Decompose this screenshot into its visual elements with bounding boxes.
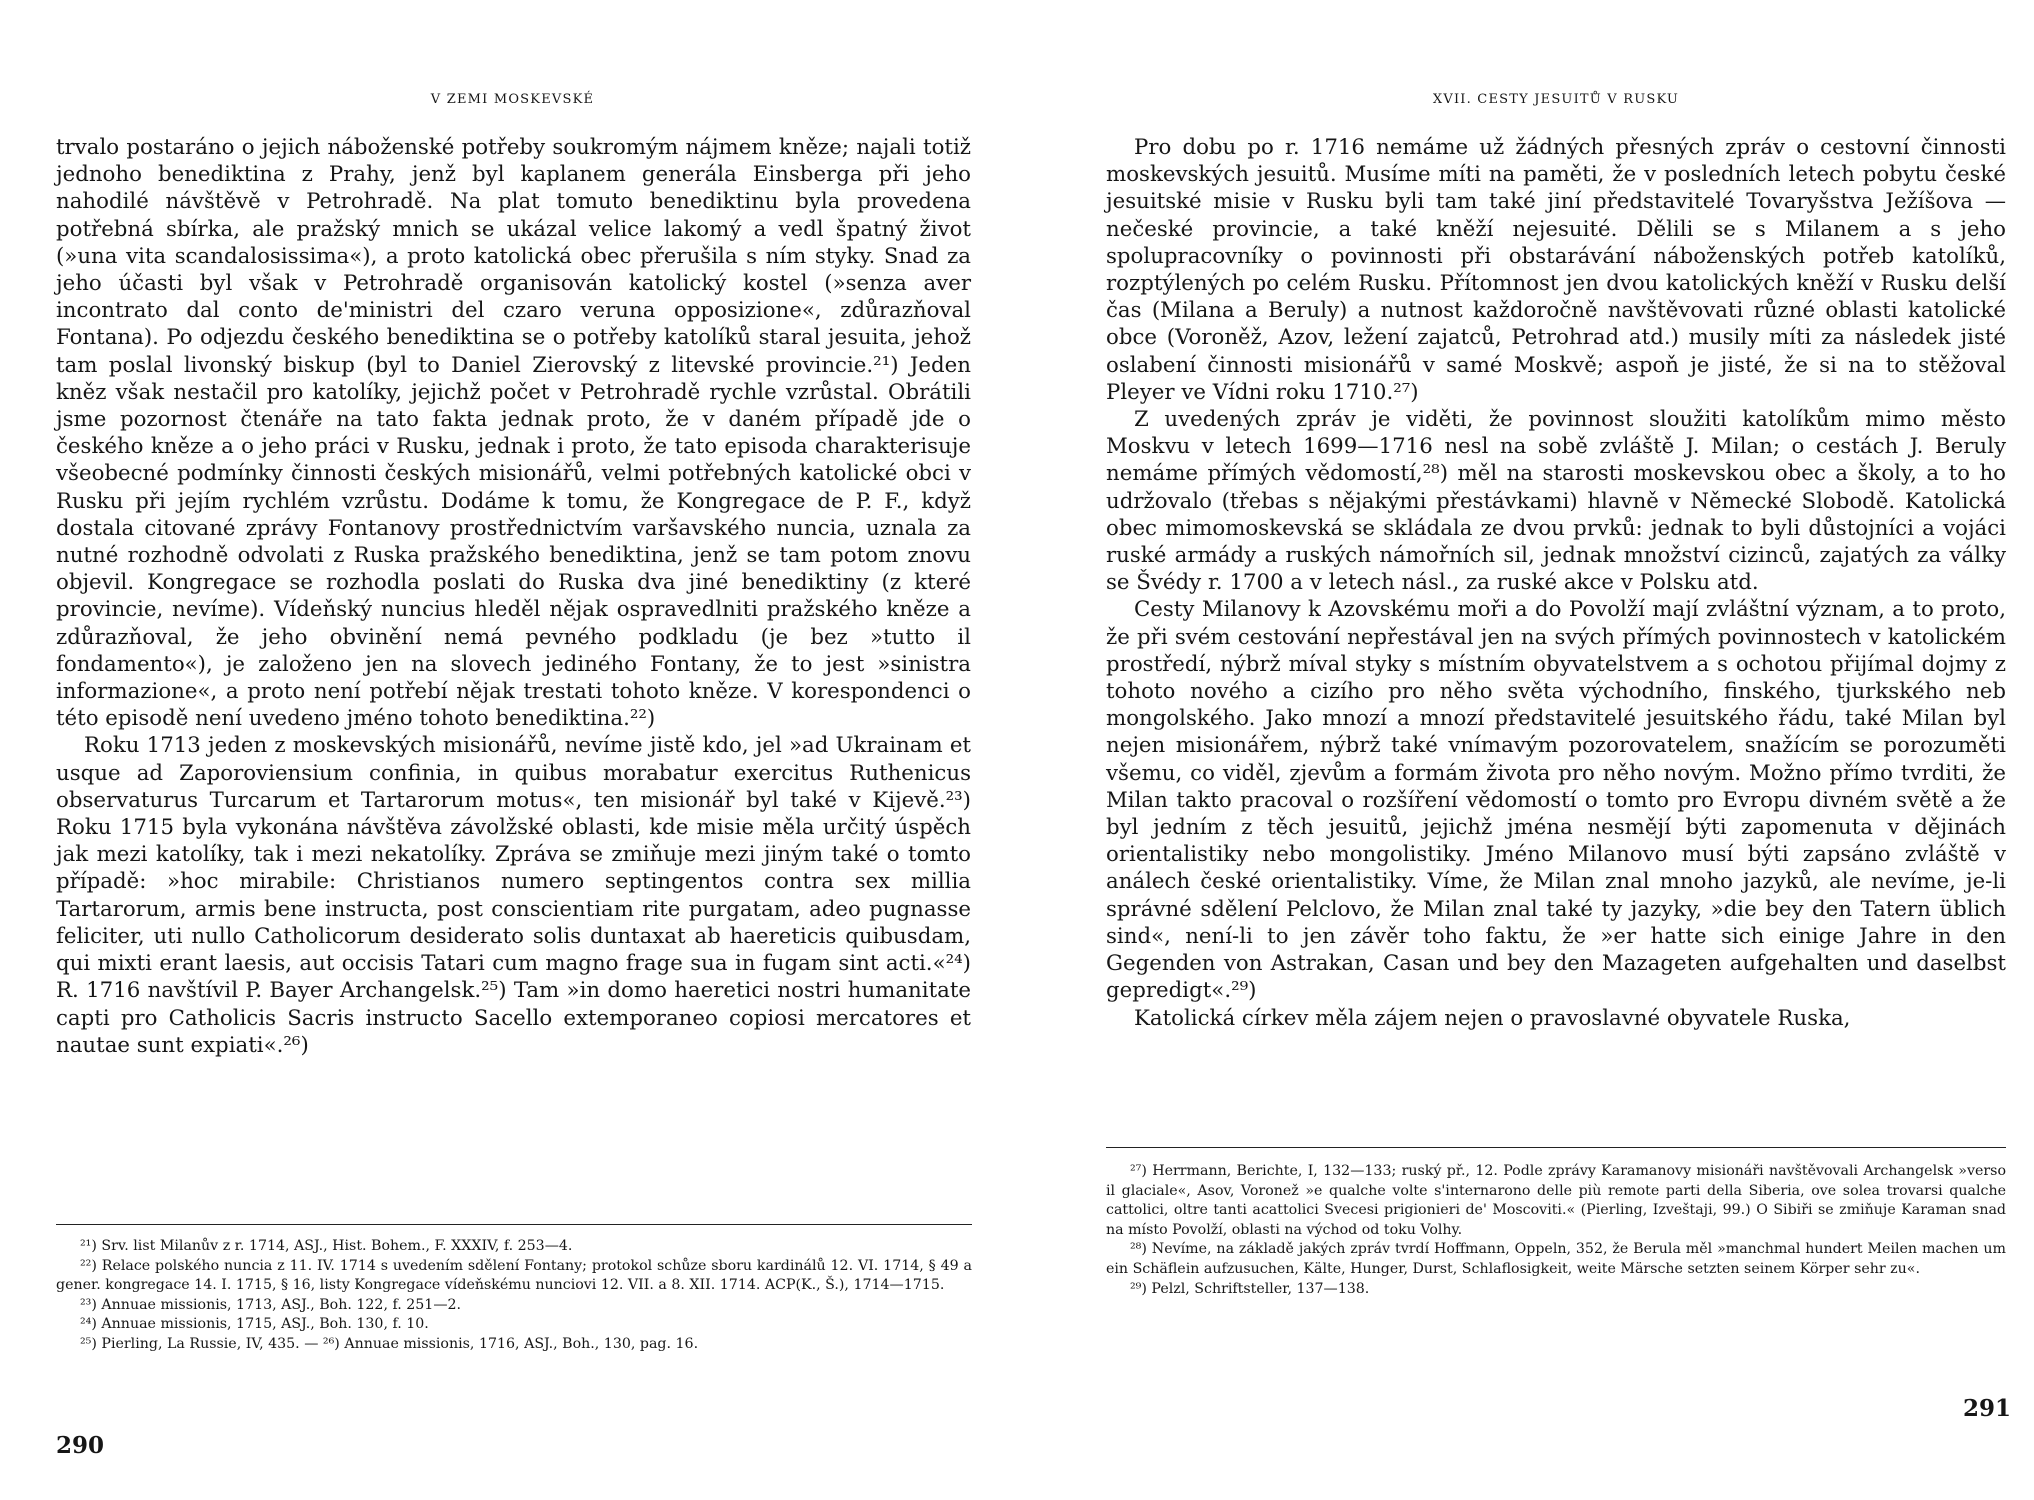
page-number: 290 [56, 1432, 105, 1459]
paragraph: Katolická církev měla zájem nejen o pravoslavné obyvatele Ruska, [1134, 1005, 1851, 1031]
footnote-separator [1106, 1147, 2006, 1148]
running-head: V ZEMI MOSKEVSKÉ [430, 92, 595, 107]
footnote: ²⁸) Nevíme, na základě jakých zpráv tvrdí Hoffmann, Oppeln, 352, že Berula měl »manchmal hundert Meilen machen um ein Schäflein aufzusuchen, Kälte, Hunger, Durst, Schlaflosigkeit, weite Märsche setzten seinem Körper sehr zu«. [1106, 1241, 2006, 1277]
paragraph: Z uvedených zpráv je viděti, že povinnost sloužiti katolíkům mimo město Moskvu v letech 1699—1716 nesl na sobě zvláště J. Milan; o cestách J. Beruly nemáme přímých vědomostí,²⁸) měl na starosti moskevskou obec a školy, a to ho udržovalo (třebas s nějakými přestávkami) hlavně v Německé Slobodě. Katolická obec mimomoskevská se skládala ze dvou prvků: jednak to byli důstojníci a vojáci ruské armády a ruských námořních sil, jednak množství cizinců, zajatých za války se Švédy r. 1700 a v letech násl., za ruské akce v Polsku atd. [1106, 407, 2006, 596]
right-page [1017, 0, 2034, 1500]
paragraph: Roku 1713 jeden z moskevských misionářů, nevíme jistě kdo, jel »ad Ukrainam et usque ad Zaporoviensium confinia, in quibus morabatur exercitus Ruthenicus observaturus Turcarum et Tartarorum motus«, ten misionář byl také v Kijevě.²³) Roku 1715 byla vykonána návštěva závolžské oblasti, kde misie měla určitý úspěch jak mezi katolíky, tak i mezi nekatolíky. Zpráva se zmiňuje mezi jiným také o tomto případě: »hoc mirabile: Christianos numero septingentos contra sex millia Tartarorum, armis bene instructa, post conscientiam rite purgatam, adeo pugnasse feliciter, uti nullo Catholicorum desiderato solis duntaxat ab haereticis quibusdam, qui mixti erant laesis, aut occisis Tatari cum magno frage sua in fugam sint acti.«²⁴) R. 1716 navštívil P. Bayer Archangelsk.²⁵) Tam »in domo haeretici nostri humanitate capti pro Catholicis Sacris instructo Sacello extemporaneo copiosi mercatores et nautae sunt expiati«.²⁶) [56, 733, 971, 1058]
footnote: ²¹) Srv. list Milanův z r. 1714, ASJ., Hist. Bohem., F. XXXIV, f. 253—4. [80, 1238, 573, 1254]
footnote: ²⁵) Pierling, La Russie, IV, 435. — ²⁶) Annuae missionis, 1716, ASJ., Boh., 130, pag. 16. [80, 1335, 699, 1352]
footnote: ²⁴) Annuae missionis, 1715, ASJ., Boh. 130, f. 10. [80, 1316, 429, 1333]
paragraph: Cesty Milanovy k Azovskému moři a do Povolží mají zvláštní význam, a to proto, že při svém cestování nepřestával jen na svých přímých povinnostech v katolickém prostředí, nýbrž míval styky s místním obyvatelstvem a s ochotou přijímal dojmy z tohoto nového a cizího pro něho světa východního, finského, tjurkského neb mongolského. Jako mnozí a mnozí představitelé jesuitského řádu, také Milan byl nejen misionářem, nýbrž také vnímavým pozorovatelem, snažícím se porozuměti všemu, co viděl, zjevům a formám života pro něho novým. Možno přímo tvrditi, že Milan takto pracoval o rozšíření vědomostí o tomto pro Evropu divném světě a že byl jedním z těch jesuitů, jejichž jména nesmějí býti zapomenuta v dějinách orientalistiky nebo mongolistiky. Jméno Milanovo musí býti zapsáno zvláště v análech české orientalistiky. Víme, že Milan znal mnoho jazyků, ale nevíme, je-li správné sdělení Pelclovo, že Milan znal také ty jazyky, »die bey den Tatern üblich sind«, není-li to jen závěr toho faktu, že »er hatte sich einige Jahre in den Gegenden von Astrakan, Casan und bey den Mazageten aufgehalten und daselbst gepredigt«.²⁹) [1106, 597, 2006, 1004]
running-head: XVII. CESTY JESUITŮ V RUSKU [1432, 92, 1680, 107]
footnote: ²²) Relace polského nuncia z 11. IV. 1714 s uvedením sdělení Fontany; protokol schůze sboru kardinálů 12. VI. 1714, § 49 a gener. kongregace 14. I. 1715, § 16, listy Kongregace vídeňskému nunciovi 12. VII. a 8. XII. 1714. ACP(K., Š.), 1714—1715. [56, 1257, 972, 1294]
footnotes [56, 1237, 972, 1355]
footnote: ²⁷) Herrmann, Berichte, I, 132—133; ruský př., 12. Podle zprávy Karamanovy misionáři navštěvovali Archangelsk »verso il glaciale«, Asov, Voronež »e qualche volte s'internarono delle più remote parti della Siberia, ove solea trovarsi qualche cattolici, oltre tanti acattolici Svecesi prigionieri de' Moscoviti.« (Pierling, Izveštaji, 99.) O Sibiři se zmiňuje Karaman snad na místo Povolží, oblasti na východ od toku Volhy. [1106, 1163, 2006, 1238]
body-text [56, 134, 971, 1059]
footnote: ²⁹) Pelzl, Schriftsteller, 137—138. [1130, 1280, 1370, 1297]
body-text [1106, 134, 2006, 1032]
paragraph: Pro dobu po r. 1716 nemáme už žádných přesných zpráv o cestovní činnosti moskevských jesuitů. Musíme míti na paměti, že v posledních letech pobytu české jesuitské misie v Rusku byli tam také jiní představitelé Tovaryšstva Ježíšova — nečeské provincie, a také kněží nejesuité. Dělili se s Milanem a s jeho spolupracovníky o povinnosti při obstarávání náboženských potřeb katolíků, rozptýlených po celém Rusku. Přítomnost jen dvou katolických kněží v Rusku delší čas (Milana a Beruly) a nutnost každoročně navštěvovati různé oblasti katolické obce (Voroněž, Azov, ležení zajatců, Petrohrad atd.) musily míti za následek jisté oslabení činnosti misionářů v samé Moskvě; aspoň je jisté, že si na to stěžoval Pleyer ve Vídni roku 1710.²⁷) [1106, 135, 2006, 405]
footnote-separator [56, 1224, 972, 1225]
page-number: 291 [1963, 1395, 2012, 1422]
footnote: ²³) Annuae missionis, 1713, ASJ., Boh. 122, f. 251—2. [80, 1296, 462, 1313]
paragraph: trvalo postaráno o jejich náboženské potřeby soukromým nájmem kněze; najali totiž jednoho benediktina z Prahy, jenž byl kaplanem generála Einsberga při jeho nahodilé návštěvě v Petrohradě. Na plat tomuto benediktinu byla provedena potřebná sbírka, ale pražský mnich se ukázal velice lakomý a vedl špatný život (»una vita scandalosissima«), a proto katolická obec přerušila s ním styky. Snad za jeho účasti byl však v Petrohradě organisován katolický kostel (»senza aver incontrato dal conto de'ministri del czaro veruna opposizione«, zdůrazňoval Fontana). Po odjezdu českého benediktina se o potřeby katolíků staral jesuita, jehož tam poslal livonský biskup (byl to Daniel Zierovský z litevské provincie.²¹) Jeden kněz však nestačil pro katolíky, jejichž počet v Petrohradě rychle vzrůstal. Obrátili jsme pozornost čtenáře na tato fakta jednak proto, že v daném případě jde o českého kněze a o jeho práci v Rusku, jednak i proto, že tato episoda charakterisuje všeobecné podmínky činnosti českých misionářů, velmi potřebných katolické obci v Rusku při jejím rychlém vzrůstu. Dodáme k tomu, že Kongregace de P. F., když dostala citované zprávy Fontanovy prostřednictvím varšavského nuncia, uznala za nutné rozhodně odvolati z Ruska pražského benediktina, jenž se tam potom znovu objevil. Kongregace se rozhodla poslati do Ruska dva jiné benediktiny (z které provincie, nevíme). Vídeňský nuncius hleděl nějak ospravedlniti pražského kněze a zdůrazňoval, že jeho obvinění nemá pevného podkladu (je bez »tutto il fondamento«), je založeno jen na slovech jediného Fontany, že to jest »sinistra informazione«, a proto není potřebí nějak trestati tohoto kněze. V korespondenci o této episodě není uvedeno jméno tohoto benediktina.²²) [56, 135, 971, 732]
footnotes [1106, 1162, 2006, 1299]
